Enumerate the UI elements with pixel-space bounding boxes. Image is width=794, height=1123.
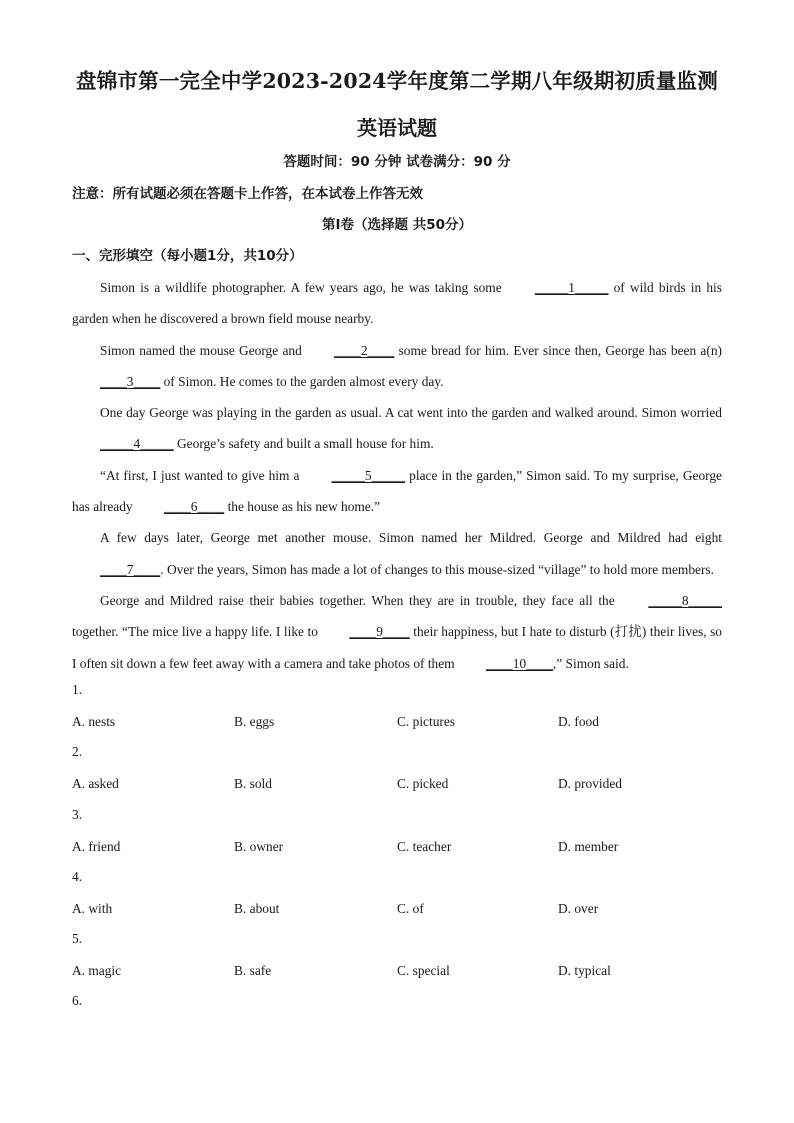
- passage-paragraph: [72, 522, 722, 585]
- exam-notice: 注意：所有试题必须在答题卡上作答，在本试卷上作答无效: [72, 186, 423, 202]
- answer-blank: ____6____: [163, 499, 225, 515]
- passage-paragraph: [72, 585, 722, 679]
- question-item: [72, 736, 722, 798]
- answer-option: C. picked: [397, 776, 449, 792]
- answer-blank: _____1_____: [534, 280, 609, 295]
- answer-blank: ____7____: [100, 561, 161, 577]
- question-number: 6.: [72, 993, 83, 1009]
- passage-paragraph: [72, 397, 722, 460]
- answer-option: C. of: [397, 900, 424, 916]
- passage-text: . Over the years, Simon has made a lot of changes to this mouse-sized “village” to hold more members.: [160, 561, 714, 577]
- question-number: 2.: [72, 744, 83, 760]
- question-item: [72, 799, 722, 861]
- answer-option: A. asked: [72, 776, 119, 792]
- answer-option: B. owner: [234, 838, 284, 854]
- answer-option: B. sold: [234, 776, 272, 792]
- passage-paragraph: [72, 272, 722, 335]
- question-number: 3.: [72, 806, 83, 822]
- passage-text: A few days later, George met another mouse. Simon named her Mildred. George and Mildred had eight: [100, 530, 722, 546]
- passage-text: Simon named the mouse George and: [100, 342, 307, 358]
- answer-option: D. provided: [558, 776, 622, 792]
- answer-option: D. typical: [558, 963, 611, 979]
- answer-option: A. with: [72, 900, 113, 916]
- answer-option: A. magic: [72, 963, 122, 979]
- answer-option: C. teacher: [397, 838, 452, 854]
- passage-text: of Simon. He comes to the garden almost every day.: [160, 373, 444, 389]
- passage-paragraph: [72, 335, 722, 398]
- answer-option: D. over: [558, 900, 599, 916]
- question-item: [72, 985, 722, 1047]
- exam-title: 盘锦市第一完全中学2023-2024学年度第二学期八年级期初质量监测: [76, 69, 718, 93]
- answer-option: B. eggs: [234, 714, 275, 729]
- passage-text: ,” Simon said.: [552, 655, 629, 671]
- answer-blank: ____3____: [100, 373, 161, 389]
- passage-text: place in the garden,” Simon said. To my surprise, George has already: [72, 467, 722, 515]
- cloze-passage: [72, 272, 722, 679]
- answer-option: A. nests: [72, 714, 116, 729]
- question-list: [72, 674, 722, 1048]
- answer-option: D. food: [558, 714, 599, 729]
- question-number: 1.: [72, 682, 83, 697]
- answer-blank: ____9____: [349, 624, 410, 640]
- passage-text: together. “The mice live a happy life. I like to: [72, 624, 322, 640]
- section-title: 一、完形填空（每小题1分，共10分）: [72, 248, 303, 264]
- question-number: 5.: [72, 931, 83, 947]
- exam-info: 答题时间：90 分钟 试卷满分：90 分: [283, 154, 511, 170]
- passage-text: Simon is a wildlife photographer. A few years ago, he was taking some: [100, 280, 507, 295]
- answer-blank: ____2____: [334, 342, 395, 358]
- answer-option: A. friend: [72, 838, 121, 854]
- answer-option: C. special: [397, 963, 450, 979]
- passage-text: One day George was playing in the garden as usual. A cat went into the garden and walked around. Simon worried: [100, 405, 722, 421]
- passage-paragraph: [72, 460, 722, 523]
- question-item: [72, 923, 722, 985]
- question-item: [72, 674, 722, 736]
- answer-option: D. member: [558, 838, 619, 854]
- answer-option: B. about: [234, 900, 280, 916]
- question-item: [72, 861, 722, 923]
- passage-text: “At first, I just wanted to give him a: [100, 467, 304, 483]
- answer-option: B. safe: [234, 963, 272, 979]
- passage-text: their happiness, but I hate to disturb (打扰) their lives, so I often sit down a few feet away with a camera and take photos of them: [72, 624, 722, 671]
- answer-blank: _____4_____: [100, 436, 174, 452]
- answer-blank: ____10____: [485, 655, 553, 671]
- passage-text: of wild birds in his garden when he discovered a brown field mouse nearby.: [72, 280, 722, 327]
- answer-blank: _____5_____: [331, 467, 406, 483]
- exam-subtitle: 英语试题: [357, 116, 437, 140]
- answer-blank: _____8_____: [648, 592, 722, 608]
- passage-text: some bread for him. Ever since then, George has been a(n): [394, 342, 722, 358]
- answer-option: C. pictures: [397, 714, 456, 729]
- question-number: 4.: [72, 868, 83, 884]
- passage-text: George and Mildred raise their babies together. When they are in trouble, they face all the: [100, 592, 621, 608]
- passage-text: George’s safety and built a small house for him.: [173, 436, 434, 452]
- passage-text: the house as his new home.”: [224, 499, 381, 515]
- part-title: 第Ⅰ卷（选择题 共50分）: [321, 217, 472, 233]
